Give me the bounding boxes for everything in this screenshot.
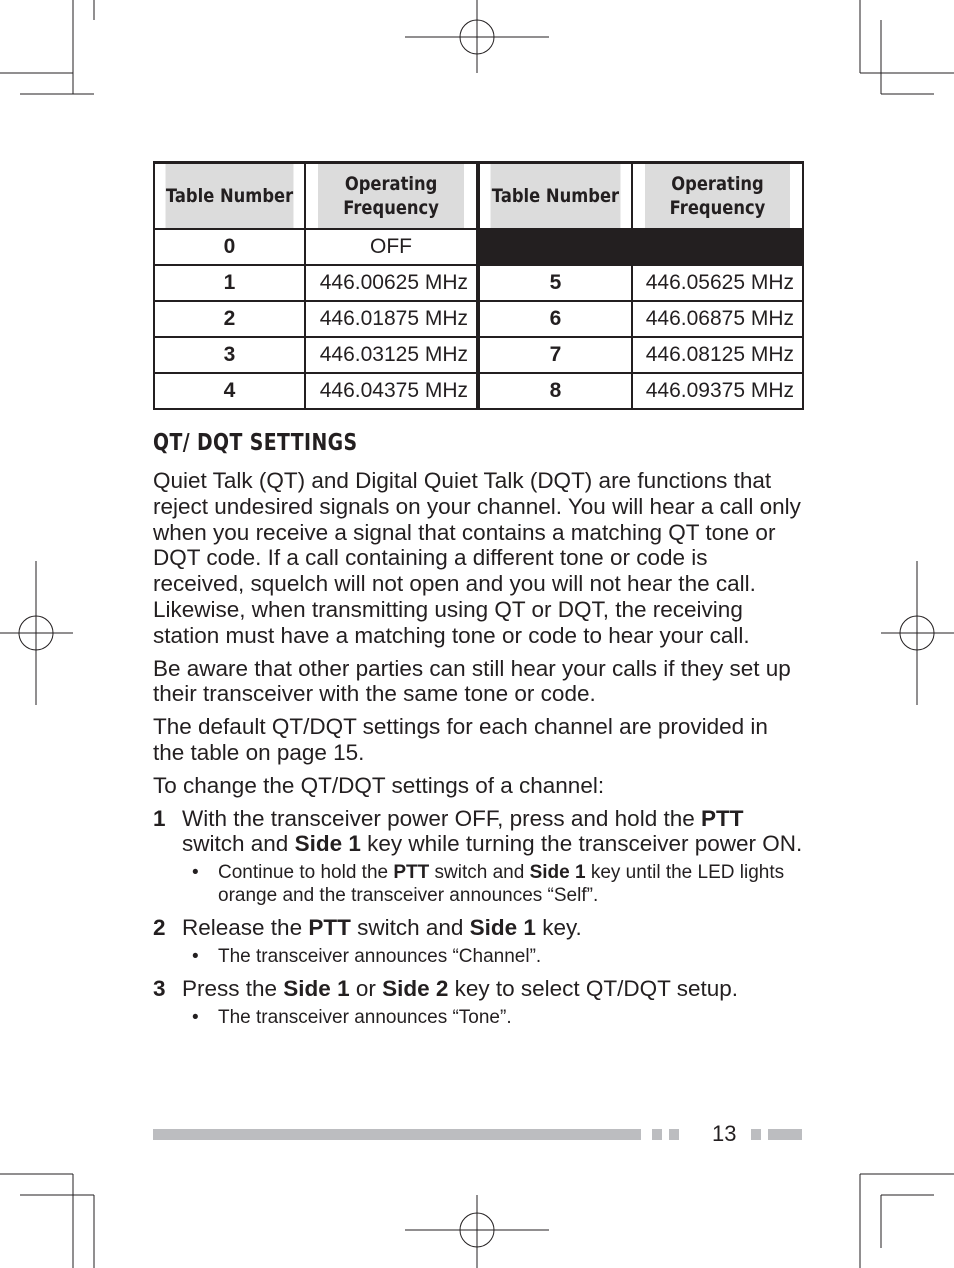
text: key to select QT/DQT setup.	[448, 975, 739, 1001]
table-row	[154, 301, 803, 337]
step-3-note	[153, 1006, 803, 1029]
section-heading: QT/ DQT SETTINGS	[153, 430, 358, 456]
frequency-cell: 446.06875 MHz	[632, 301, 803, 337]
table-row	[154, 373, 803, 409]
frequency-cell: 446.09375 MHz	[632, 373, 803, 409]
header-operating-frequency: Operating Frequency	[317, 163, 466, 230]
bullet: •	[192, 945, 199, 967]
table-number-cell: 4	[154, 373, 305, 409]
table-number-cell: 1	[154, 265, 305, 301]
text: key while turning the transceiver power ON.	[360, 831, 803, 857]
key-name: PTT	[308, 915, 351, 941]
step-2	[153, 915, 803, 941]
header-operating-frequency: Operating Frequency	[644, 163, 791, 230]
blank-cell	[478, 229, 632, 265]
paragraph: To change the QT/DQT settings of a channel:	[153, 772, 605, 798]
text: switch and	[429, 862, 530, 884]
section-body	[153, 468, 803, 1037]
frequency-cell: 446.01875 MHz	[305, 301, 478, 337]
frequency-cell: 446.00625 MHz	[305, 265, 478, 301]
table-row	[154, 337, 803, 373]
key-name: Side 1	[469, 915, 536, 941]
footer-bar-square	[652, 1129, 662, 1140]
footer-bar	[768, 1129, 802, 1140]
footer-bar-square	[751, 1129, 761, 1140]
table-number-cell: 8	[478, 373, 632, 409]
frequency-cell: 446.05625 MHz	[632, 265, 803, 301]
text: switch and	[350, 915, 470, 941]
table-number-cell: 3	[154, 337, 305, 373]
text: With the transceiver power OFF, press and hold the	[182, 805, 701, 831]
step-text	[182, 806, 803, 858]
blank-cell	[632, 229, 803, 265]
frequency-cell: 446.03125 MHz	[305, 337, 478, 373]
text: key.	[535, 915, 582, 941]
footer-bar-square	[669, 1129, 679, 1140]
table-number-cell: 6	[478, 301, 632, 337]
table-number-cell: 7	[478, 337, 632, 373]
step-number: 2	[153, 915, 166, 941]
table-header-row	[154, 163, 803, 230]
step-text	[182, 976, 803, 1002]
paragraph: Quiet Talk (QT) and Digital Quiet Talk (DQT) are functions that reject undesired signals on your channel. You will hear a call only when you receive a signal that contains a matching QT tone or DQT code. If a call containing a different tone or code is received, squelch will not open and you will not hear the call. Likewise, when transmitting using QT or DQT, the receiving station must have a matching tone or code to hear your call.	[153, 468, 801, 648]
step-number: 3	[153, 975, 166, 1001]
text: Press the	[182, 975, 284, 1001]
text: Release the	[182, 915, 309, 941]
key-name: PTT	[700, 805, 744, 831]
step-text	[182, 915, 803, 941]
bullet: •	[192, 862, 199, 884]
header-table-number: Table Number	[165, 163, 295, 230]
frequency-cell: OFF	[305, 229, 478, 265]
text: or	[349, 975, 383, 1001]
note-text	[218, 861, 803, 907]
table-row	[154, 229, 803, 265]
bullet: •	[192, 1006, 199, 1028]
key-name: Side 1	[294, 831, 361, 857]
table-number-cell: 2	[154, 301, 305, 337]
table-number-cell: 5	[478, 265, 632, 301]
key-name: Side 2	[382, 975, 449, 1001]
key-name: Side 1	[529, 862, 586, 884]
step-number: 1	[153, 805, 166, 831]
frequency-table	[153, 161, 804, 410]
table-row	[154, 265, 803, 301]
step-2-note	[153, 945, 803, 968]
step-1	[153, 806, 803, 858]
footer-bar	[153, 1129, 641, 1140]
note-text: The transceiver announces “Tone”.	[218, 1006, 512, 1028]
key-name: PTT	[393, 862, 430, 884]
paragraph: Be aware that other parties can still hear your calls if they set up their transceiver with the same tone or code.	[153, 655, 791, 707]
header-table-number: Table Number	[489, 163, 621, 230]
frequency-cell: 446.04375 MHz	[305, 373, 478, 409]
note-text: The transceiver announces “Channel”.	[218, 945, 542, 967]
step-1-note	[153, 861, 803, 907]
text: Continue to hold the	[218, 862, 394, 884]
frequency-cell: 446.08125 MHz	[632, 337, 803, 373]
text: switch and	[182, 831, 295, 857]
paragraph: The default QT/DQT settings for each channel are provided in the table on page 15.	[153, 714, 768, 765]
step-3	[153, 976, 803, 1002]
table-number-cell: 0	[154, 229, 305, 265]
page-number: 13	[712, 1121, 737, 1146]
key-name: Side 1	[283, 975, 350, 1001]
text: key until the LED lights orange and the transceiver announces “Self”.	[218, 862, 785, 907]
